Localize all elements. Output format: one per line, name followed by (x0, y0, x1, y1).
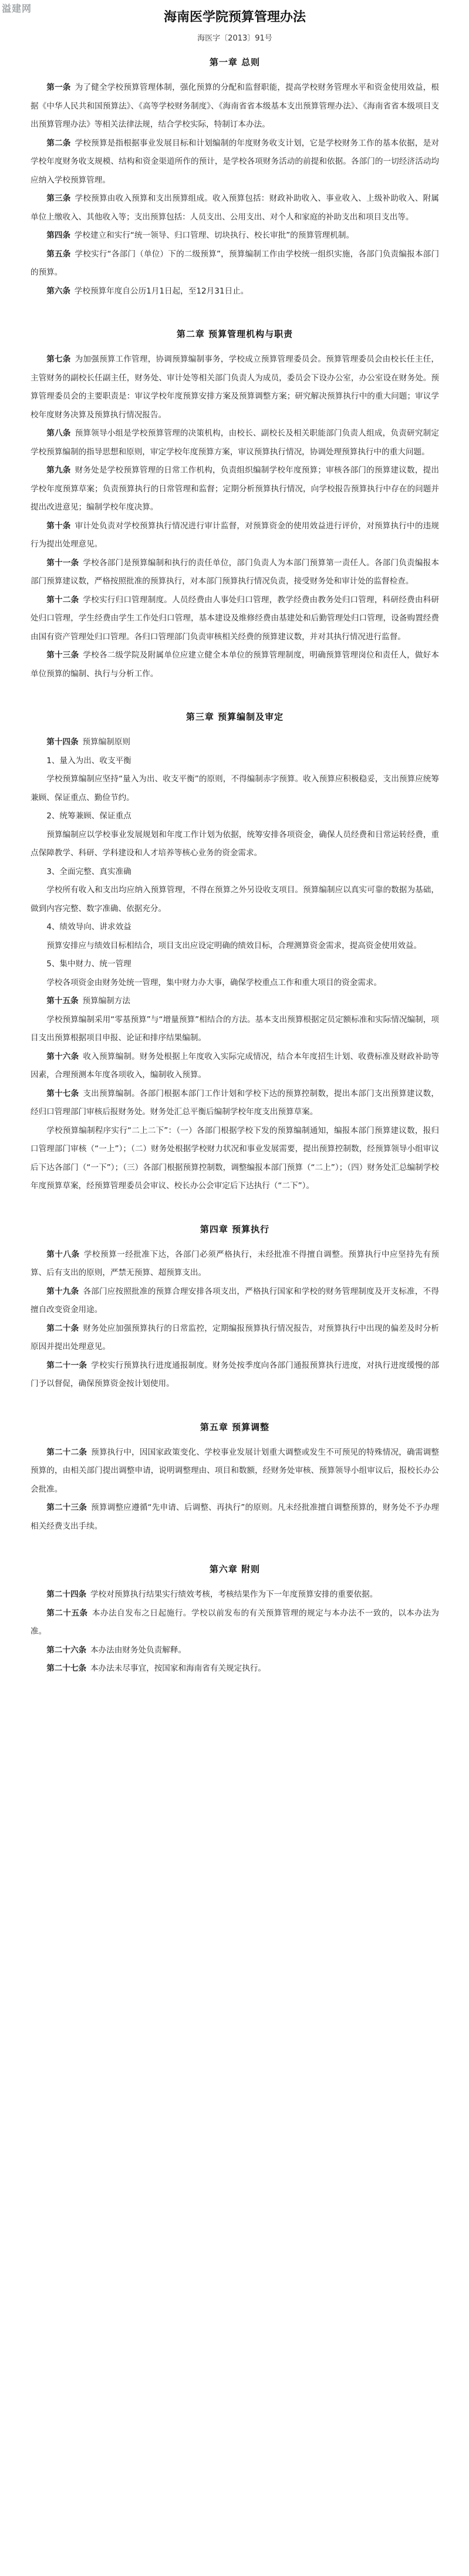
article-text: 1、量入为出、收支平衡 (46, 756, 131, 766)
article-text: 各部门应按照批准的预算合理安排各项支出，严格执行国家和学校的财务管理制度及开支标准，不得擅自改变资金用途。 (31, 1286, 440, 1314)
article-number: 第十三条 (46, 650, 79, 660)
article-text: 本办法未尽事宜，按国家和海南省有关规定执行。 (90, 1664, 266, 1673)
chapter-heading: 第四章 预算执行 (200, 1223, 270, 1235)
article-text: 预算编制应以学校事业发展规划和年度工作计划为依据，统筹安排各项资金，确保人员经费和日常运转经费，重点保障教学、科研、学科建设和人才培养等核心业务的资金需求。 (31, 830, 439, 858)
article-number: 第二十五条 (46, 1608, 88, 1618)
article-paragraph (31, 190, 439, 227)
article-paragraph (31, 646, 439, 683)
article-number: 第二十四条 (46, 1590, 87, 1599)
chapter-heading: 第六章 附则 (209, 1564, 261, 1574)
article-text: 学校实行预算执行进度通报制度。财务处按季度向各部门通报预算执行进度，对执行进度缓慢的部门予以督促，确保预算资金按计划使用。 (31, 1360, 440, 1388)
article-number: 第十四条 (46, 737, 79, 747)
article-text: 预算执行中，因国家政策变化、学校事业发展计划重大调整或发生不可预见的特殊情况，确需调整预算的，由相关部门提出调整申请，说明调整理由、项目和数额，经财务处审核、预算领导小组审议后，报校长办公会批准。 (31, 1447, 440, 1494)
article-paragraph (31, 1011, 439, 1048)
article-paragraph (31, 881, 439, 918)
article-text: 为了健全学校预算管理体制，强化预算的分配和监督职能，提高学校财务管理水平和资金使用效益，根据《中华人民共和国预算法》、《高等学校财务制度》、《海南省省本级基本支出预算管理办法》、《海南省省本级项目支出预算管理办法》等相关法律法规，结合学校实际，特制订本办法。 (31, 83, 440, 129)
article-number: 第八条 (46, 429, 71, 438)
article-paragraph (31, 282, 439, 301)
article-text: 学校预算编制程序实行“二上二下”：（一）各部门根据学校下发的预算编制通知，编报本部门预算建议数，报归口管理部门审核（“一上”）；（二）财务处根据学校财力状况和事业发展需要，提出预算控制数，经预算领导小组审议后下达各部门（“一下”）；（三）各部门根据预算控制数，调整编报本部门预算（“二上”）；（四）财务处汇总编制学校年度预算草案，经预算管理委员会审议、校长办公会审定后下达执行（“二下”）。 (31, 1125, 439, 1191)
article-paragraph (31, 826, 439, 863)
article-number: 第十二条 (46, 595, 79, 605)
article-paragraph (31, 752, 439, 771)
article-paragraph (31, 1444, 439, 1499)
article-paragraph (31, 955, 439, 974)
article-number: 第十一条 (46, 558, 79, 568)
article-text: 学校建立和实行“统一领导、归口管理、切块执行、校长审批”的预算管理机制。 (74, 231, 355, 240)
article-text: 收入预算编制。财务处根据上年度收入实际完成情况，结合本年度招生计划、收费标准及财政补助等因素，合理预测本年度各项收入，编制收入预算。 (31, 1051, 440, 1080)
article-number: 第六条 (46, 286, 70, 296)
article-number: 第二十二条 (46, 1447, 87, 1457)
article-paragraph (31, 1122, 439, 1196)
document-number: 海医字〔2013〕91号 (197, 34, 272, 43)
article-paragraph (31, 974, 439, 993)
chapter-heading: 第二章 预算管理机构与职责 (176, 329, 293, 339)
article-number: 第七条 (46, 355, 71, 364)
document-body (31, 0, 439, 1678)
article-number: 第四条 (46, 231, 70, 240)
article-text: 学校对预算执行结果实行绩效考核，考核结果作为下一年度预算安排的重要依据。 (90, 1590, 378, 1599)
chapter-heading: 第一章 总则 (209, 57, 261, 68)
article-paragraph (31, 918, 439, 937)
article-number: 第十六条 (46, 1051, 79, 1061)
article-paragraph (31, 134, 439, 190)
article-paragraph (31, 937, 439, 956)
article-paragraph (31, 1246, 439, 1283)
article-number: 第五条 (46, 249, 71, 259)
article-paragraph (31, 79, 439, 134)
article-number: 第十七条 (46, 1088, 79, 1098)
watermark-logo: 溢建网 (2, 3, 32, 14)
article-paragraph (31, 1085, 439, 1122)
article-text: 3、全面完整、真实准确 (46, 866, 131, 876)
article-paragraph (31, 1320, 439, 1357)
article-text: 预算领导小组是学校预算管理的决策机构，由校长、副校长及相关职能部门负责人组成，负责研究制定学校预算编制的指导思想和原则，审定学校年度预算方案，审议预算执行情况，协调处理预算执行中的重大问题。 (31, 429, 440, 457)
article-text: 财务处是学校预算管理的日常工作机构，负责组织编制学校年度预算；审核各部门的预算建议数，提出学校年度预算草案；负责预算执行的日常管理和监督；定期分析预算执行情况，向学校报告预算执行中存在的问题并提出改进意见；编制学校年度决算。 (31, 466, 440, 512)
article-paragraph (31, 350, 439, 424)
article-paragraph (31, 1283, 439, 1320)
article-text: 审计处负责对学校预算执行情况进行审计监督，对预算资金的使用效益进行评价，对预算执行中的违规行为提出处理意见。 (31, 521, 440, 549)
article-text: 预算编制方法 (82, 996, 130, 1006)
article-paragraph (31, 245, 439, 282)
article-text: 学校预算由收入预算和支出预算组成。收入预算包括：财政补助收入、事业收入、上级补助收入、附属单位上缴收入、其他收入等；支出预算包括：人员支出、公用支出、对个人和家庭的补助支出和项目支出等。 (31, 194, 440, 222)
article-paragraph (31, 1604, 439, 1641)
article-number: 第二十六条 (46, 1645, 87, 1655)
chapter-heading: 第五章 预算调整 (200, 1421, 270, 1432)
article-text: 学校预算是指根据事业发展目标和计划编制的年度财务收支计划，它是学校财务工作的基本依据，是对学校年度财务收支规模、结构和资金渠道所作的预计，是学校各项财务活动的前提和依据。各部门的一切经济活动均应纳入学校预算管理。 (31, 138, 440, 185)
article-paragraph (31, 1586, 439, 1604)
article-text: 本办法自发布之日起施行。学校以前发布的有关预算管理的规定与本办法不一致的，以本办法为准。 (31, 1608, 440, 1636)
article-text: 学校各部门是预算编制和执行的责任单位，部门负责人为本部门预算第一责任人。各部门负责编报本部门预算建议数，严格按照批准的预算执行，对本部门预算执行情况负责，接受财务处和审计处的监督检查。 (31, 558, 440, 586)
article-number: 第九条 (46, 466, 71, 475)
article-paragraph (31, 517, 439, 554)
article-number: 第二十七条 (46, 1664, 87, 1673)
article-text: 学校预算编制采用“零基预算”与“增量预算”相结合的方法。基本支出预算根据定员定额标准和实际情况编制，项目支出预算根据项目申报、论证和排序结果编制。 (31, 1014, 439, 1043)
article-paragraph (31, 1641, 439, 1660)
article-text: 预算安排应与绩效目标相结合，项目支出应设定明确的绩效目标，合理测算资金需求，提高资金使用效益。 (46, 940, 422, 950)
article-paragraph (31, 1357, 439, 1394)
article-number: 第二十三条 (46, 1503, 87, 1512)
article-text: 学校实行“各部门（单位）下的二级预算”，预算编制工作由学校统一组织实施，各部门负责编报本部门的预算。 (31, 249, 439, 277)
article-text: 学校预算年度自公历1月1日起，至12月31日止。 (74, 286, 249, 296)
article-paragraph (31, 770, 439, 807)
article-number: 第二条 (46, 138, 71, 148)
article-text: 预算编制原则 (82, 737, 130, 747)
article-number: 第十八条 (46, 1249, 80, 1259)
article-number: 第十条 (46, 521, 71, 531)
article-number: 第二十一条 (46, 1360, 87, 1370)
article-text: 学校所有收入和支出均应纳入预算管理，不得在预算之外另设收支项目。预算编制应以真实可靠的数据为基础，做到内容完整、数字准确、依据充分。 (31, 885, 439, 913)
article-text: 学校各二级学院及附属单位应建立健全本单位的预算管理制度，明确预算管理岗位和责任人，做好本单位预算的编制、执行与分析工作。 (31, 650, 440, 679)
article-text: 5、集中财力、统一管理 (46, 959, 131, 969)
article-paragraph (31, 1499, 439, 1536)
article-text: 学校预算一经批准下达，各部门必须严格执行，未经批准不得擅自调整。预算执行中应坚持先有预算、后有支出的原则，严禁无预算、超预算支出。 (31, 1249, 439, 1277)
article-number: 第十五条 (46, 996, 79, 1006)
article-number: 第一条 (46, 83, 71, 92)
article-text: 预算调整应遵循“先申请、后调整、再执行”的原则。凡未经批准擅自调整预算的，财务处不予办理相关经费支出手续。 (31, 1503, 439, 1531)
article-paragraph (31, 554, 439, 591)
chapter-heading: 第三章 预算编制及审定 (185, 712, 284, 722)
article-number: 第三条 (46, 194, 71, 203)
article-paragraph (31, 733, 439, 752)
article-text: 学校预算编制应坚持“量入为出、收支平衡”的原则，不得编制赤字预算。收入预算应积极稳妥，支出预算应统筹兼顾、保证重点、勤俭节约。 (31, 774, 439, 803)
article-paragraph (31, 1048, 439, 1085)
article-text: 4、绩效导向、讲求效益 (46, 922, 131, 932)
article-text: 为加强预算工作管理，协调预算编制事务，学校成立预算管理委员会。预算管理委员会由校长任主任，主管财务的副校长任副主任，财务处、审计处等相关部门负责人为成员，委员会下设办公室，办公室设在财务处。预算管理委员会的主要职责是：审议学校年度预算安排方案及预算调整方案；研究解决预算执行中的重大问题；审议学校年度财务决算及预算执行情况报告。 (31, 355, 440, 420)
article-text: 支出预算编制。各部门根据本部门工作计划和学校下达的预算控制数，提出本部门支出预算建议数，经归口管理部门审核后报财务处。财务处汇总平衡后编制学校年度支出预算草案。 (31, 1088, 440, 1117)
article-paragraph (31, 992, 439, 1011)
chapter-list (31, 56, 439, 1678)
article-paragraph (31, 227, 439, 245)
article-text: 本办法由财务处负责解释。 (90, 1645, 187, 1655)
article-paragraph (31, 1660, 439, 1678)
article-paragraph (31, 591, 439, 647)
article-text: 2、统筹兼顾、保证重点 (46, 811, 131, 821)
document-title: 海南医学院预算管理办法 (163, 9, 306, 25)
article-number: 第二十条 (46, 1323, 79, 1333)
article-paragraph (31, 461, 439, 517)
article-text: 财务处应加强预算执行的日常监控，定期编报预算执行情况报告，对预算执行中出现的偏差及时分析原因并提出处理意见。 (31, 1323, 440, 1351)
article-paragraph (31, 807, 439, 826)
article-text: 学校实行归口管理制度。人员经费由人事处归口管理，教学经费由教务处归口管理，科研经费由科研处归口管理，学生经费由学生工作处归口管理，基本建设及维修经费由基建处和后勤管理处归口管理，设备购置经费由国有资产管理处归口管理。各归口管理部门负责审核相关经费的预算建议数，并对其执行情况进行监督。 (31, 595, 440, 642)
article-paragraph (31, 424, 439, 461)
article-paragraph (31, 863, 439, 882)
article-number: 第十九条 (46, 1286, 79, 1296)
article-text: 学校各项资金由财务处统一管理，集中财力办大事，确保学校重点工作和重大项目的资金需求。 (46, 977, 382, 987)
